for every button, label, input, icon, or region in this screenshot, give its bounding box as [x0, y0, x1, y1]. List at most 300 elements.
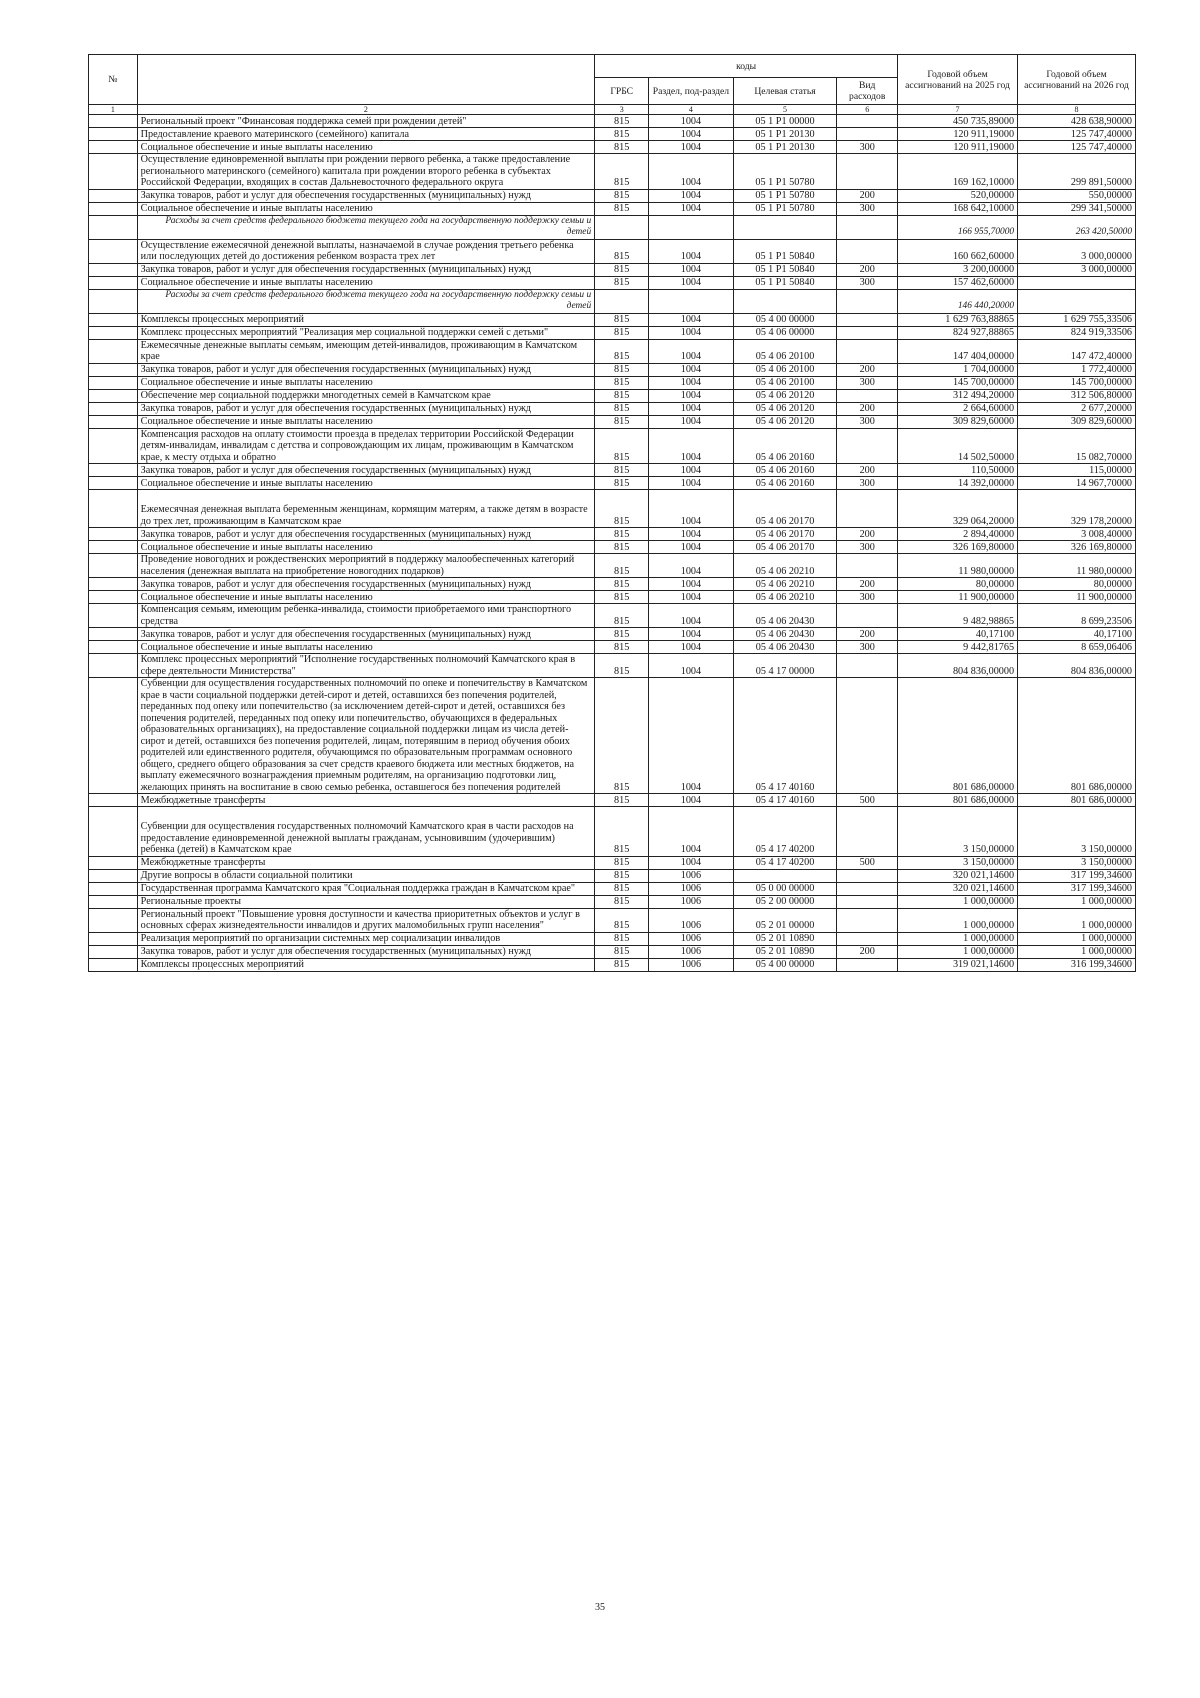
row-expense-type: 200	[837, 402, 898, 415]
row-grbs: 815	[595, 154, 649, 190]
row-description: Комплекс процессных мероприятий "Реализация мер социальной поддержки семей с детьми"	[137, 326, 595, 339]
table-header	[89, 55, 1136, 115]
row-target-article: 05 4 06 20100	[733, 339, 837, 363]
row-amount-2026: 550,00000	[1018, 189, 1136, 202]
row-section: 1004	[649, 641, 733, 654]
row-section: 1004	[649, 363, 733, 376]
row-number-cell	[89, 313, 138, 326]
row-description: Социальное обеспечение и иные выплаты населению	[137, 415, 595, 428]
row-target-article: 05 4 06 20430	[733, 628, 837, 641]
page-number: 35	[595, 1602, 605, 1613]
row-description: Обеспечение мер социальной поддержки многодетных семей в Камчатском крае	[137, 389, 595, 402]
table-row	[89, 628, 1136, 641]
row-target-article: 05 4 17 40200	[733, 807, 837, 857]
table-row	[89, 363, 1136, 376]
row-expense-type	[837, 428, 898, 464]
table-row	[89, 189, 1136, 202]
header-vol-2025: Годовой объем ассигнований на 2025 год	[898, 55, 1018, 105]
row-section: 1006	[649, 945, 733, 958]
row-amount-2026: 299 891,50000	[1018, 154, 1136, 190]
row-number-cell	[89, 895, 138, 908]
row-grbs: 815	[595, 428, 649, 464]
row-number-cell	[89, 215, 138, 239]
row-grbs: 815	[595, 276, 649, 289]
row-amount-2025: 319 021,14600	[898, 958, 1018, 971]
row-number-cell	[89, 604, 138, 628]
row-amount-2026: 804 836,00000	[1018, 654, 1136, 678]
row-section: 1006	[649, 869, 733, 882]
table-row	[89, 604, 1136, 628]
row-amount-2025: 147 404,00000	[898, 339, 1018, 363]
row-amount-2025: 40,17100	[898, 628, 1018, 641]
table-row	[89, 477, 1136, 490]
row-expense-type	[837, 932, 898, 945]
row-expense-type: 500	[837, 794, 898, 807]
header-index: 7	[898, 105, 1018, 115]
row-grbs	[595, 215, 649, 239]
row-amount-2026: 3 150,00000	[1018, 856, 1136, 869]
row-description: Региональные проекты	[137, 895, 595, 908]
table-row	[89, 945, 1136, 958]
row-section: 1004	[649, 115, 733, 128]
row-target-article: 05 4 06 20210	[733, 578, 837, 591]
row-amount-2026: 312 506,80000	[1018, 389, 1136, 402]
row-section: 1006	[649, 958, 733, 971]
table-row	[89, 202, 1136, 215]
row-amount-2025: 3 150,00000	[898, 856, 1018, 869]
row-amount-2026: 1 629 755,33506	[1018, 313, 1136, 326]
table-row	[89, 591, 1136, 604]
row-amount-2025: 2 664,60000	[898, 402, 1018, 415]
row-number-cell	[89, 628, 138, 641]
row-target-article: 05 1 Р1 50780	[733, 202, 837, 215]
table-row	[89, 554, 1136, 578]
row-description: Социальное обеспечение и иные выплаты населению	[137, 591, 595, 604]
row-number-cell	[89, 415, 138, 428]
row-section: 1004	[649, 794, 733, 807]
row-expense-type: 300	[837, 276, 898, 289]
row-expense-type	[837, 313, 898, 326]
row-number-cell	[89, 402, 138, 415]
row-amount-2025: 1 000,00000	[898, 895, 1018, 908]
row-expense-type: 200	[837, 945, 898, 958]
table-row	[89, 115, 1136, 128]
row-target-article: 05 2 01 00000	[733, 908, 837, 932]
row-grbs: 815	[595, 641, 649, 654]
row-grbs: 815	[595, 932, 649, 945]
row-description: Социальное обеспечение и иные выплаты населению	[137, 141, 595, 154]
row-amount-2026: 15 082,70000	[1018, 428, 1136, 464]
row-section: 1004	[649, 202, 733, 215]
row-amount-2026: 824 919,33506	[1018, 326, 1136, 339]
row-amount-2026: 8 659,06406	[1018, 641, 1136, 654]
row-expense-type: 500	[837, 856, 898, 869]
table-row	[89, 128, 1136, 141]
row-amount-2026: 326 169,80000	[1018, 541, 1136, 554]
row-section	[649, 215, 733, 239]
row-section: 1004	[649, 189, 733, 202]
row-number-cell	[89, 263, 138, 276]
row-grbs: 815	[595, 115, 649, 128]
row-target-article: 05 4 17 40160	[733, 678, 837, 794]
row-grbs: 815	[595, 313, 649, 326]
row-amount-2025: 312 494,20000	[898, 389, 1018, 402]
row-expense-type	[837, 869, 898, 882]
row-expense-type: 300	[837, 376, 898, 389]
row-amount-2026: 14 967,70000	[1018, 477, 1136, 490]
row-target-article: 05 1 Р1 20130	[733, 141, 837, 154]
row-expense-type: 200	[837, 363, 898, 376]
row-section: 1004	[649, 428, 733, 464]
row-section: 1004	[649, 415, 733, 428]
row-description: Социальное обеспечение и иные выплаты населению	[137, 641, 595, 654]
row-description: Проведение новогодних и рождественских мероприятий в поддержку малообеспеченных категорий населения (денежная выплата на приобретение новогодних подарков)	[137, 554, 595, 578]
row-description: Другие вопросы в области социальной политики	[137, 869, 595, 882]
row-section: 1004	[649, 856, 733, 869]
row-number-cell	[89, 202, 138, 215]
row-section: 1004	[649, 678, 733, 794]
row-description: Расходы за счет средств федерального бюджета текущего года на государственную поддержку семьи и детей	[137, 215, 595, 239]
table-row	[89, 326, 1136, 339]
row-description: Социальное обеспечение и иные выплаты населению	[137, 276, 595, 289]
row-number-cell	[89, 464, 138, 477]
row-description: Расходы за счет средств федерального бюджета текущего года на государственную поддержку семьи и детей	[137, 289, 595, 313]
row-amount-2026: 8 699,23506	[1018, 604, 1136, 628]
header-desc	[137, 55, 595, 105]
row-amount-2025: 329 064,20000	[898, 490, 1018, 528]
row-target-article	[733, 215, 837, 239]
row-amount-2026: 1 000,00000	[1018, 945, 1136, 958]
row-expense-type	[837, 490, 898, 528]
row-description: Закупка товаров, работ и услуг для обеспечения государственных (муниципальных) нужд	[137, 402, 595, 415]
row-target-article: 05 4 06 20160	[733, 464, 837, 477]
row-amount-2026: 115,00000	[1018, 464, 1136, 477]
row-amount-2025: 3 150,00000	[898, 807, 1018, 857]
row-amount-2025: 166 955,70000	[898, 215, 1018, 239]
table-row	[89, 908, 1136, 932]
row-target-article: 05 0 00 00000	[733, 882, 837, 895]
header-target: Целевая статья	[733, 78, 837, 105]
row-amount-2026: 801 686,00000	[1018, 794, 1136, 807]
table-row	[89, 154, 1136, 190]
row-number-cell	[89, 678, 138, 794]
table-row	[89, 794, 1136, 807]
row-description: Ежемесячная денежная выплата беременным женщинам, кормящим матерям, а также детям в возрасте до трех лет, проживающим в Камчатском крае	[137, 490, 595, 528]
row-description: Государственная программа Камчатского края "Социальная поддержка граждан в Камчатском крае"	[137, 882, 595, 895]
table-row	[89, 641, 1136, 654]
row-amount-2026: 428 638,90000	[1018, 115, 1136, 128]
row-grbs: 815	[595, 490, 649, 528]
row-section: 1004	[649, 807, 733, 857]
table-row	[89, 869, 1136, 882]
row-description: Субвенции для осуществления государственных полномочий Камчатского края в части расходов на предоставление единовременной денежной выплаты гражданам, усыновившим (удочерившим) ребенка (детей) в Камчатском крае	[137, 807, 595, 857]
row-grbs: 815	[595, 402, 649, 415]
row-amount-2025: 326 169,80000	[898, 541, 1018, 554]
header-num: №	[89, 55, 138, 105]
row-expense-type: 200	[837, 578, 898, 591]
row-number-cell	[89, 376, 138, 389]
row-grbs: 815	[595, 528, 649, 541]
row-amount-2026: 11 900,00000	[1018, 591, 1136, 604]
row-number-cell	[89, 389, 138, 402]
table-row	[89, 141, 1136, 154]
row-target-article: 05 2 01 10890	[733, 932, 837, 945]
row-amount-2025: 14 502,50000	[898, 428, 1018, 464]
table-row	[89, 313, 1136, 326]
table-row	[89, 882, 1136, 895]
row-target-article: 05 2 00 00000	[733, 895, 837, 908]
header-grbs: ГРБС	[595, 78, 649, 105]
row-expense-type: 200	[837, 464, 898, 477]
row-amount-2025: 9 442,81765	[898, 641, 1018, 654]
header-index: 4	[649, 105, 733, 115]
row-amount-2026: 316 199,34600	[1018, 958, 1136, 971]
row-description: Закупка товаров, работ и услуг для обеспечения государственных (муниципальных) нужд	[137, 363, 595, 376]
header-index: 3	[595, 105, 649, 115]
row-amount-2025: 320 021,14600	[898, 869, 1018, 882]
row-amount-2026: 3 000,00000	[1018, 239, 1136, 263]
row-expense-type	[837, 554, 898, 578]
row-description: Компенсация расходов на оплату стоимости проезда в пределах территории Российской Федерации детям-инвалидам, инвалидам с детства и сопровождающим их лицам, проживающим в Камчатском крае, к месту отдыха и обратно	[137, 428, 595, 464]
row-description: Ежемесячные денежные выплаты семьям, имеющим детей-инвалидов, проживающим в Камчатском крае	[137, 339, 595, 363]
row-expense-type: 300	[837, 141, 898, 154]
row-description: Межбюджетные трансферты	[137, 794, 595, 807]
row-target-article: 05 4 06 20170	[733, 490, 837, 528]
row-target-article: 05 4 06 20120	[733, 415, 837, 428]
row-section: 1004	[649, 528, 733, 541]
row-description: Закупка товаров, работ и услуг для обеспечения государственных (муниципальных) нужд	[137, 528, 595, 541]
row-grbs: 815	[595, 958, 649, 971]
row-amount-2026: 80,00000	[1018, 578, 1136, 591]
row-expense-type	[837, 115, 898, 128]
header-index: 8	[1018, 105, 1136, 115]
row-description: Закупка товаров, работ и услуг для обеспечения государственных (муниципальных) нужд	[137, 464, 595, 477]
row-number-cell	[89, 794, 138, 807]
row-amount-2026: 125 747,40000	[1018, 141, 1136, 154]
row-target-article: 05 1 Р1 20130	[733, 128, 837, 141]
row-section: 1004	[649, 154, 733, 190]
row-number-cell	[89, 908, 138, 932]
row-grbs: 815	[595, 477, 649, 490]
row-amount-2025: 309 829,60000	[898, 415, 1018, 428]
row-amount-2026: 3 008,40000	[1018, 528, 1136, 541]
row-expense-type	[837, 154, 898, 190]
row-grbs: 815	[595, 678, 649, 794]
table-row	[89, 578, 1136, 591]
row-amount-2026: 40,17100	[1018, 628, 1136, 641]
row-description: Предоставление краевого материнского (семейного) капитала	[137, 128, 595, 141]
budget-table-sheet	[88, 54, 1136, 972]
row-number-cell	[89, 578, 138, 591]
row-expense-type	[837, 239, 898, 263]
row-number-cell	[89, 477, 138, 490]
row-target-article: 05 4 06 20430	[733, 604, 837, 628]
row-grbs: 815	[595, 794, 649, 807]
row-target-article: 05 4 17 40200	[733, 856, 837, 869]
row-target-article: 05 1 Р1 50840	[733, 276, 837, 289]
row-grbs: 815	[595, 856, 649, 869]
row-number-cell	[89, 154, 138, 190]
row-amount-2025: 9 482,98865	[898, 604, 1018, 628]
row-grbs: 815	[595, 415, 649, 428]
row-expense-type	[837, 807, 898, 857]
row-amount-2025: 80,00000	[898, 578, 1018, 591]
row-description: Региональный проект "Финансовая поддержка семей при рождении детей"	[137, 115, 595, 128]
row-section: 1004	[649, 128, 733, 141]
row-number-cell	[89, 189, 138, 202]
budget-table	[88, 54, 1136, 972]
row-amount-2025: 1 000,00000	[898, 908, 1018, 932]
table-row	[89, 389, 1136, 402]
row-number-cell	[89, 490, 138, 528]
row-description: Осуществление ежемесячной денежной выплаты, назначаемой в случае рождения третьего ребенка или последующих детей до достижения ребенком возраста трех лет	[137, 239, 595, 263]
row-expense-type	[837, 326, 898, 339]
row-section: 1006	[649, 895, 733, 908]
row-amount-2025: 2 894,40000	[898, 528, 1018, 541]
table-row	[89, 339, 1136, 363]
row-grbs: 815	[595, 464, 649, 477]
row-target-article	[733, 289, 837, 313]
row-target-article: 05 4 06 20100	[733, 376, 837, 389]
row-description: Закупка товаров, работ и услуг для обеспечения государственных (муниципальных) нужд	[137, 945, 595, 958]
row-expense-type: 300	[837, 641, 898, 654]
row-expense-type	[837, 908, 898, 932]
row-amount-2025: 14 392,00000	[898, 477, 1018, 490]
row-grbs: 815	[595, 541, 649, 554]
row-target-article	[733, 869, 837, 882]
row-section: 1004	[649, 313, 733, 326]
row-section: 1006	[649, 882, 733, 895]
row-amount-2026: 1 000,00000	[1018, 932, 1136, 945]
row-target-article: 05 2 01 10890	[733, 945, 837, 958]
row-number-cell	[89, 289, 138, 313]
row-number-cell	[89, 276, 138, 289]
row-amount-2025: 1 000,00000	[898, 932, 1018, 945]
row-grbs: 815	[595, 604, 649, 628]
row-section: 1004	[649, 326, 733, 339]
row-amount-2026: 317 199,34600	[1018, 882, 1136, 895]
row-grbs: 815	[595, 239, 649, 263]
row-amount-2025: 450 735,89000	[898, 115, 1018, 128]
row-target-article: 05 4 06 20160	[733, 477, 837, 490]
header-index: 1	[89, 105, 138, 115]
row-expense-type: 200	[837, 628, 898, 641]
row-amount-2026: 309 829,60000	[1018, 415, 1136, 428]
table-row	[89, 263, 1136, 276]
row-section: 1004	[649, 578, 733, 591]
row-amount-2025: 1 629 763,88865	[898, 313, 1018, 326]
row-amount-2026: 147 472,40000	[1018, 339, 1136, 363]
row-number-cell	[89, 141, 138, 154]
table-row	[89, 932, 1136, 945]
row-number-cell	[89, 807, 138, 857]
row-section: 1004	[649, 263, 733, 276]
row-target-article: 05 4 00 00000	[733, 958, 837, 971]
row-amount-2025: 3 200,00000	[898, 263, 1018, 276]
row-expense-type: 300	[837, 541, 898, 554]
row-expense-type	[837, 678, 898, 794]
row-amount-2025: 11 980,00000	[898, 554, 1018, 578]
row-target-article: 05 1 Р1 50840	[733, 263, 837, 276]
row-number-cell	[89, 882, 138, 895]
row-target-article: 05 4 06 20160	[733, 428, 837, 464]
row-expense-type	[837, 895, 898, 908]
row-amount-2026: 11 980,00000	[1018, 554, 1136, 578]
row-description: Закупка товаров, работ и услуг для обеспечения государственных (муниципальных) нужд	[137, 189, 595, 202]
row-target-article: 05 1 Р1 50780	[733, 154, 837, 190]
row-section: 1004	[649, 402, 733, 415]
row-grbs: 815	[595, 339, 649, 363]
header-codes: коды	[595, 55, 898, 78]
row-amount-2025: 169 162,10000	[898, 154, 1018, 190]
row-description: Комплекс процессных мероприятий "Исполнение государственных полномочий Камчатского края в сфере деятельности Министерства"	[137, 654, 595, 678]
table-row	[89, 239, 1136, 263]
row-grbs: 815	[595, 376, 649, 389]
row-amount-2025: 120 911,19000	[898, 141, 1018, 154]
row-number-cell	[89, 128, 138, 141]
row-description: Социальное обеспечение и иные выплаты населению	[137, 477, 595, 490]
table-row	[89, 428, 1136, 464]
row-target-article: 05 1 Р1 50840	[733, 239, 837, 263]
row-amount-2025: 801 686,00000	[898, 678, 1018, 794]
row-section: 1004	[649, 654, 733, 678]
row-amount-2026: 2 677,20000	[1018, 402, 1136, 415]
row-amount-2026	[1018, 289, 1136, 313]
row-description: Закупка товаров, работ и услуг для обеспечения государственных (муниципальных) нужд	[137, 578, 595, 591]
row-number-cell	[89, 641, 138, 654]
header-expense-type: Вид расходов	[837, 78, 898, 105]
row-description: Социальное обеспечение и иные выплаты населению	[137, 376, 595, 389]
row-description: Компенсация семьям, имеющим ребенка-инвалида, стоимости приобретаемого ими транспортного средства	[137, 604, 595, 628]
row-number-cell	[89, 326, 138, 339]
row-amount-2026: 1 000,00000	[1018, 895, 1136, 908]
row-expense-type: 300	[837, 415, 898, 428]
row-grbs: 815	[595, 882, 649, 895]
row-grbs: 815	[595, 263, 649, 276]
row-number-cell	[89, 363, 138, 376]
row-amount-2026: 299 341,50000	[1018, 202, 1136, 215]
row-target-article: 05 4 06 20210	[733, 554, 837, 578]
row-expense-type: 200	[837, 263, 898, 276]
row-expense-type	[837, 128, 898, 141]
row-target-article: 05 4 00 00000	[733, 313, 837, 326]
row-expense-type: 200	[837, 189, 898, 202]
row-number-cell	[89, 869, 138, 882]
row-section: 1004	[649, 239, 733, 263]
row-amount-2026: 263 420,50000	[1018, 215, 1136, 239]
row-description: Реализация мероприятий по организации системных мер социализации инвалидов	[137, 932, 595, 945]
row-description: Региональный проект "Повышение уровня доступности и качества приоритетных объектов и услуг в основных сферах жизнедеятельности инвалидов и других маломобильных групп населения"	[137, 908, 595, 932]
row-expense-type	[837, 654, 898, 678]
row-grbs: 815	[595, 189, 649, 202]
row-expense-type	[837, 604, 898, 628]
table-row	[89, 807, 1136, 857]
row-number-cell	[89, 428, 138, 464]
row-section: 1004	[649, 477, 733, 490]
row-section: 1006	[649, 908, 733, 932]
row-section: 1004	[649, 464, 733, 477]
row-section: 1004	[649, 604, 733, 628]
table-row	[89, 654, 1136, 678]
row-target-article: 05 4 06 20170	[733, 541, 837, 554]
row-number-cell	[89, 541, 138, 554]
row-number-cell	[89, 239, 138, 263]
row-description: Субвенции для осуществления государственных полномочий по опеке и попечительству в Камчатском крае в части социальной поддержки детей-сирот и детей, оставшихся без попечения родителей, переданных под опеку или попечительство (за исключением детей-сирот и детей, оставшихся без попечения родителей, переданных под опеку или попечительство, обучающихся в федеральных образовательных организациях), на предоставление социальной поддержки лицам из числа детей-сирот и детей, оставшихся без попечения родителей, лицам, потерявшим в период обучения обоих родителей или единственного родителя, обучающимся по образовательным программам основного общего, среднего общего образования за счет средств краевого бюджета или местных бюджетов, на выплату ежемесячного вознаграждения приемным родителям, на организацию подготовки лиц, желающих принять на воспитание в свою семью ребенка, оставшегося без попечения родителей	[137, 678, 595, 794]
row-section: 1004	[649, 141, 733, 154]
table-row	[89, 415, 1136, 428]
row-expense-type: 300	[837, 202, 898, 215]
row-number-cell	[89, 554, 138, 578]
